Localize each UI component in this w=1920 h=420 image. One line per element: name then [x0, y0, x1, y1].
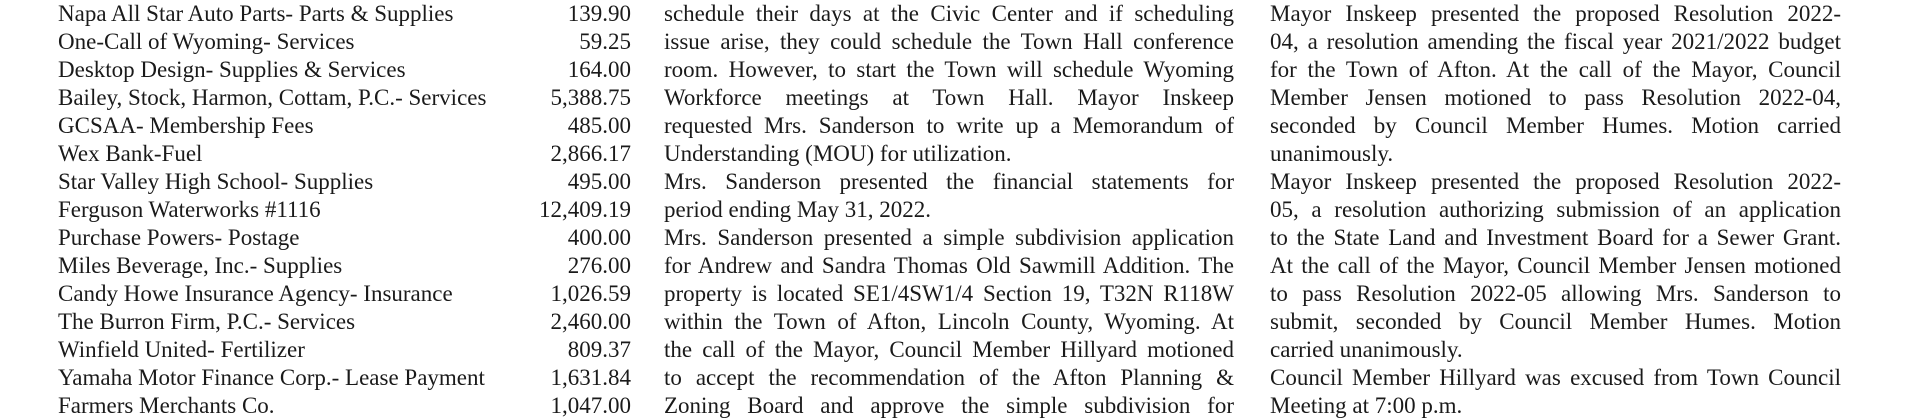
text-line: Zoning Board and approve the simple subdivision for	[664, 393, 1234, 418]
bill-row	[58, 196, 631, 224]
bill-row	[58, 364, 631, 392]
text-line: schedule their days at the Civic Center and if scheduling	[664, 1, 1234, 26]
bill-amount: 59.25	[579, 29, 631, 54]
bill-amount: 5,388.75	[550, 85, 631, 110]
bill-description: Yamaha Motor Finance Corp.- Lease Payment	[58, 365, 485, 390]
bill-amount: 2,460.00	[550, 309, 631, 334]
bill-row	[58, 280, 631, 308]
bill-amount: 276.00	[567, 253, 631, 278]
bill-description: The Burron Firm, P.C.- Services	[58, 309, 356, 334]
bill-amount: 12,409.19	[539, 197, 631, 222]
text-line: to accept the recommendation of the Afton Planning &	[664, 365, 1234, 390]
bills-column	[58, 0, 631, 420]
text-line: Meeting at 7:00 p.m.	[1270, 393, 1463, 418]
bill-row	[58, 56, 631, 84]
text-line: period ending May 31, 2022.	[664, 197, 932, 222]
text-line: Understanding (MOU) for utilization.	[664, 141, 1012, 166]
minutes-column-middle	[664, 0, 1234, 420]
bill-amount: 809.37	[567, 337, 631, 362]
bill-description: Ferguson Waterworks #1116	[58, 197, 321, 222]
text-line: Member Jensen motioned to pass Resolution 2022-04,	[1270, 85, 1841, 110]
bill-row	[58, 140, 631, 168]
text-line: Council Member Hillyard was excused from Town Council	[1270, 365, 1841, 390]
bill-amount: 400.00	[567, 225, 631, 250]
bill-description: Miles Beverage, Inc.- Supplies	[58, 253, 343, 278]
text-line: within the Town of Afton, Lincoln County, Wyoming. At	[664, 309, 1234, 334]
text-line: to the State Land and Investment Board for a Sewer Grant.	[1270, 225, 1841, 250]
text-line: for Andrew and Sandra Thomas Old Sawmill Addition. The	[664, 253, 1234, 278]
text-line: unanimously.	[1270, 141, 1394, 166]
text-line: the call of the Mayor, Council Member Hillyard motioned	[664, 337, 1234, 362]
text-line: carried unanimously.	[1270, 337, 1463, 362]
bill-amount: 2,866.17	[550, 141, 631, 166]
bill-amount: 495.00	[567, 169, 631, 194]
bill-description: Star Valley High School- Supplies	[58, 169, 374, 194]
bill-row	[58, 112, 631, 140]
bill-row	[58, 336, 631, 364]
text-line: seconded by Council Member Humes. Motion carried	[1270, 113, 1841, 138]
minutes-column-right	[1270, 0, 1841, 420]
bill-amount: 139.90	[567, 1, 631, 26]
text-line: property is located SE1/4SW1/4 Section 19, T32N R118W	[664, 281, 1234, 306]
text-line: room. However, to start the Town will schedule Wyoming	[664, 57, 1234, 82]
text-line: 05, a resolution authorizing submission of an application	[1270, 197, 1841, 222]
bill-amount: 164.00	[567, 57, 631, 82]
bill-amount: 485.00	[567, 113, 631, 138]
bill-description: Purchase Powers- Postage	[58, 225, 300, 250]
text-line: issue arise, they could schedule the Town Hall conference	[664, 29, 1234, 54]
bill-description: GCSAA- Membership Fees	[58, 113, 314, 138]
bill-row	[58, 168, 631, 196]
bill-row	[58, 224, 631, 252]
bill-description: Napa All Star Auto Parts- Parts & Supplies	[58, 1, 454, 26]
bill-amount: 1,026.59	[550, 281, 631, 306]
bill-row	[58, 0, 631, 28]
bill-row	[58, 252, 631, 280]
bill-amount: 1,047.00	[550, 393, 631, 418]
text-line: Mrs. Sanderson presented a simple subdivision application	[664, 225, 1234, 250]
text-line: Workforce meetings at Town Hall. Mayor Inskeep	[664, 85, 1234, 110]
text-line: Mayor Inskeep presented the proposed Resolution 2022-	[1270, 169, 1841, 194]
text-line: requested Mrs. Sanderson to write up a Memorandum of	[664, 113, 1234, 138]
bill-description: Wex Bank-Fuel	[58, 141, 203, 166]
bill-description: Winfield United- Fertilizer	[58, 337, 305, 362]
text-line: 04, a resolution amending the fiscal year 2021/2022 budget	[1270, 29, 1841, 54]
bill-row	[58, 392, 631, 420]
bill-row	[58, 84, 631, 112]
bill-description: Bailey, Stock, Harmon, Cottam, P.C.- Services	[58, 85, 487, 110]
bill-description: Desktop Design- Supplies & Services	[58, 57, 406, 82]
text-line: submit, seconded by Council Member Humes. Motion	[1270, 309, 1841, 334]
text-line: At the call of the Mayor, Council Member Jensen motioned	[1270, 253, 1841, 278]
text-line: to pass Resolution 2022-05 allowing Mrs. Sanderson to	[1270, 281, 1841, 306]
bill-row	[58, 308, 631, 336]
bill-description: Candy Howe Insurance Agency- Insurance	[58, 281, 453, 306]
text-line: Mrs. Sanderson presented the financial statements for	[664, 169, 1234, 194]
text-line: for the Town of Afton. At the call of the Mayor, Council	[1270, 57, 1841, 82]
text-line: Mayor Inskeep presented the proposed Resolution 2022-	[1270, 1, 1841, 26]
bill-description: Farmers Merchants Co.	[58, 393, 275, 418]
bill-description: One-Call of Wyoming- Services	[58, 29, 355, 54]
bill-row	[58, 28, 631, 56]
bill-amount: 1,631.84	[550, 365, 631, 390]
